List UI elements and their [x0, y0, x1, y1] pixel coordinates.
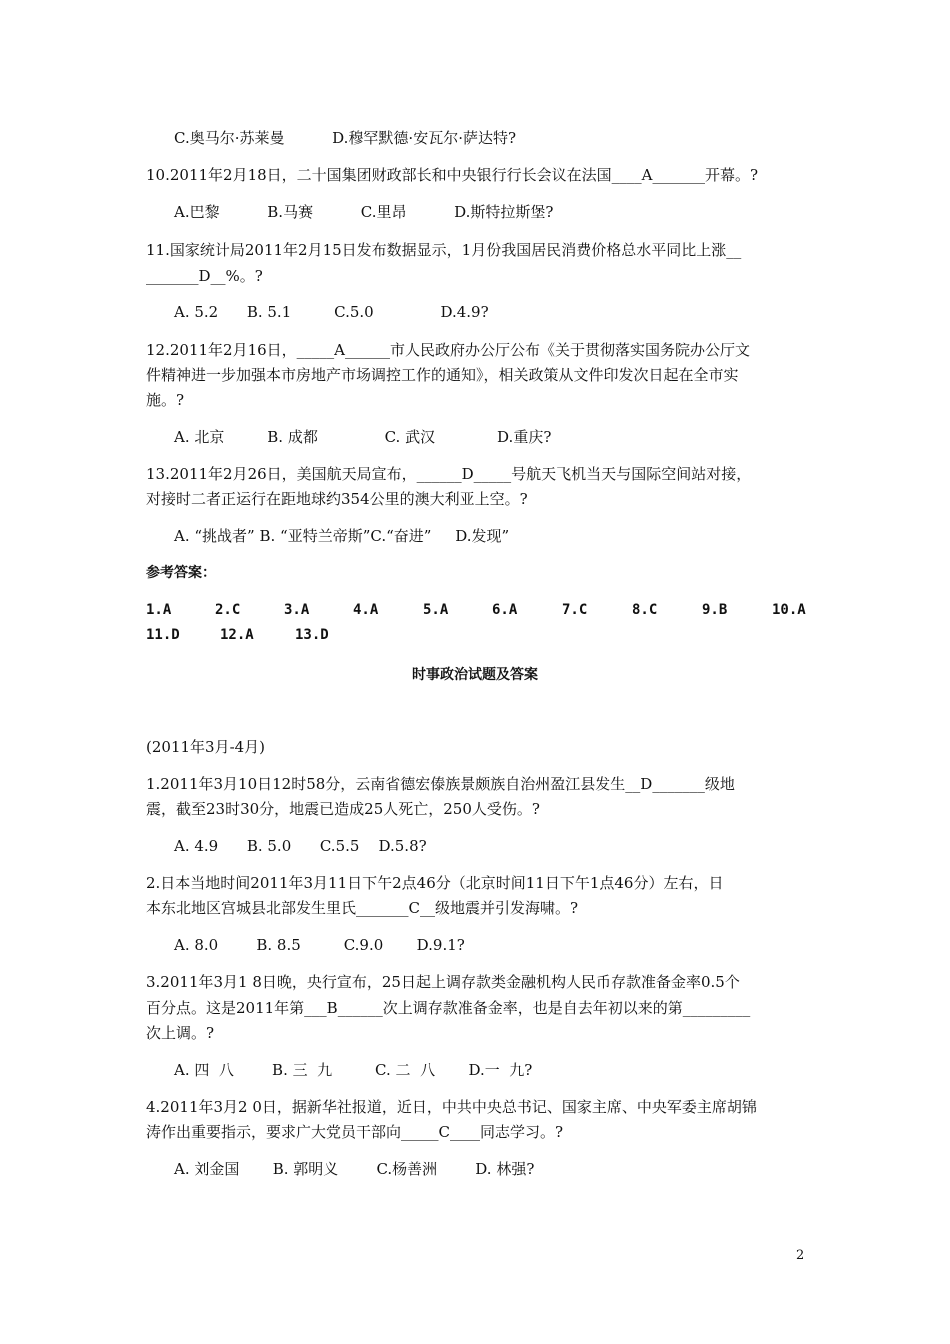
- reference-answers-heading: 参考答案：: [146, 565, 216, 581]
- answer-item: 9.B: [702, 602, 728, 618]
- q12-text-line1: 12.2011年2月16日，_____A______市人民政府办公厅公布《关于贯彻落实国务院办公厅文: [146, 341, 750, 359]
- page-number: 2: [796, 1248, 805, 1263]
- q11-text-line1: 11.国家统计局2011年2月15日发布数据显示，1月份我国居民消费价格总水平同比上涨__: [146, 241, 742, 259]
- q3-options: A. 四 八 B. 三 九 C. 二 八 D.一 九?: [174, 1061, 533, 1079]
- q4-text-line2: 涛作出重要指示，要求广大党员干部向_____C____同志学习。?: [146, 1123, 564, 1141]
- answer-item: 10.A: [772, 602, 806, 618]
- q13-text-line2: 对接时二者正运行在距地球约354公里的澳大利亚上空。?: [146, 490, 528, 508]
- answer-item: 6.A: [492, 602, 518, 618]
- date-range: (2011年3月-4月): [146, 738, 266, 756]
- q2-options: A. 8.0 B. 8.5 C.9.0 D.9.1?: [174, 936, 465, 954]
- answer-item: 12.A: [220, 627, 254, 643]
- q13-options: A. “挑战者” B. “亚特兰帝斯”C.“奋进” D.发现”: [174, 527, 510, 545]
- q3-text-line3: 次上调。?: [146, 1024, 215, 1042]
- q12-text-line3: 施。?: [146, 391, 185, 409]
- answer-item: 11.D: [146, 627, 180, 643]
- answer-item: 2.C: [215, 602, 241, 618]
- answer-item: 7.C: [562, 602, 588, 618]
- section-title: 时事政治试题及答案: [412, 667, 538, 683]
- answer-item: 1.A: [146, 602, 172, 618]
- q1-text-line1: 1.2011年3月10日12时58分，云南省德宏傣族景颇族自治州盈江县发生__D_______级地: [146, 775, 735, 793]
- answer-item: 4.A: [353, 602, 379, 618]
- q3-text-line2: 百分点。这是2011年第___B______次上调存款准备金率，也是自去年初以来的第_________: [146, 999, 751, 1017]
- q2-text-line1: 2.日本当地时间2011年3月11日下午2点46分（北京时间11日下午1点46分）左右，日: [146, 874, 724, 892]
- q10-options: A.巴黎 B.马赛 C.里昂 D.斯特拉斯堡?: [174, 203, 554, 221]
- q1-options: A. 4.9 B. 5.0 C.5.5 D.5.8?: [174, 837, 427, 855]
- q13-text-line1: 13.2011年2月26日，美国航天局宣布，______D_____号航天飞机当天与国际空间站对接，: [146, 465, 752, 483]
- answer-item: 13.D: [295, 627, 329, 643]
- q2-text-line2: 本东北地区宫城县北部发生里氏_______C__级地震并引发海啸。?: [146, 899, 579, 917]
- q3-text-line1: 3.2011年3月1 8日晚，央行宣布，25日起上调存款类金融机构人民币存款准备金率0.5个: [146, 973, 740, 991]
- q12-options: A. 北京 B. 成都 C. 武汉 D.重庆?: [174, 428, 552, 446]
- q10-text: 10.2011年2月18日，二十国集团财政部长和中央银行行长会议在法国____A_______开幕。?: [146, 166, 759, 184]
- q12-text-line2: 件精神进一步加强本市房地产市场调控工作的通知》，相关政策从文件印发次日起在全市实: [146, 366, 739, 384]
- q4-text-line1: 4.2011年3月2 0日，据新华社报道，近日，中共中央总书记、国家主席、中央军委主席胡锦: [146, 1098, 757, 1116]
- q11-options: A. 5.2 B. 5.1 C.5.0 D.4.9?: [174, 303, 489, 321]
- q11-text-line2: _______D__%。?: [146, 267, 263, 285]
- answer-item: 3.A: [284, 602, 310, 618]
- answer-item: 8.C: [632, 602, 658, 618]
- answer-item: 5.A: [423, 602, 449, 618]
- q4-options: A. 刘金国 B. 郭明义 C.杨善洲 D. 林强?: [174, 1160, 535, 1178]
- q9-options-cd: C.奥马尔·苏莱曼 D.穆罕默德·安瓦尔·萨达特?: [174, 129, 516, 147]
- q1-text-line2: 震，截至23时30分，地震已造成25人死亡，250人受伤。?: [146, 800, 540, 818]
